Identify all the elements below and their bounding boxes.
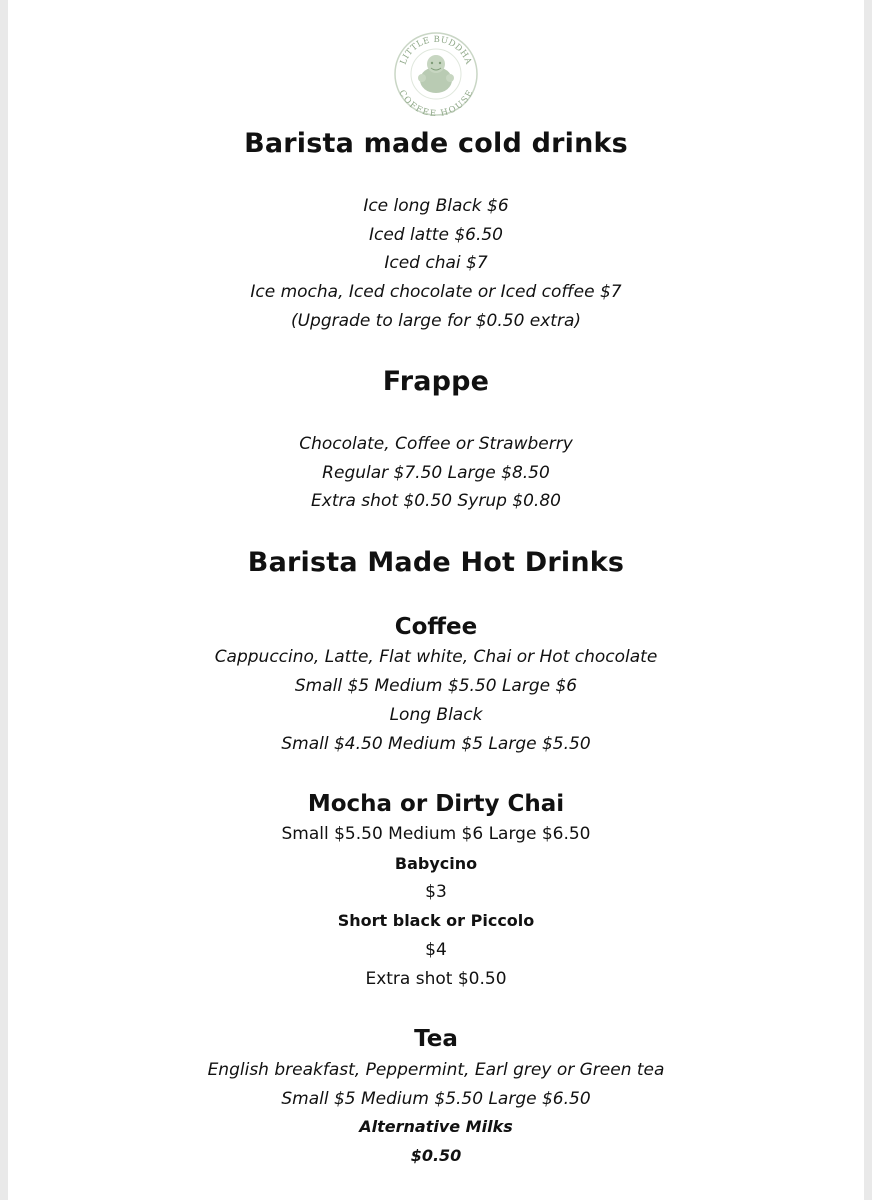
cold-drinks-heading: Barista made cold drinks bbox=[244, 128, 628, 159]
tea-item: English breakfast, Peppermint, Earl grey or Green tea bbox=[207, 1060, 665, 1080]
coffee-heading: Coffee bbox=[394, 614, 478, 640]
logo-top-text: LITTLE BUDDHA bbox=[398, 34, 474, 67]
logo-bottom-text: COFFEE HOUSE bbox=[396, 88, 476, 116]
cold-drink-item: Ice long Black $6 bbox=[363, 196, 509, 216]
alternative-milks-label: Alternative Milks bbox=[359, 1117, 513, 1136]
coffee-item: Small $5 Medium $5.50 Large $6 bbox=[294, 676, 578, 696]
hot-drinks-heading: Barista Made Hot Drinks bbox=[247, 547, 625, 578]
mocha-heading: Mocha or Dirty Chai bbox=[307, 791, 565, 817]
cold-drink-item: Iced latte $6.50 bbox=[368, 225, 504, 245]
short-black-price: $4 bbox=[425, 940, 447, 960]
frappe-item: Regular $7.50 Large $8.50 bbox=[322, 463, 550, 483]
frappe-item: Chocolate, Coffee or Strawberry bbox=[299, 434, 573, 454]
frappe-heading: Frappe bbox=[382, 366, 490, 397]
babycino-label: Babycino bbox=[394, 854, 478, 873]
short-black-label: Short black or Piccolo bbox=[337, 911, 535, 930]
little-buddha-coffee-house-logo bbox=[392, 30, 480, 116]
cold-drink-item: Ice mocha, Iced chocolate or Iced coffee $7 bbox=[250, 282, 622, 302]
coffee-item: Cappuccino, Latte, Flat white, Chai or Hot chocolate bbox=[214, 647, 658, 667]
alternative-milks-price: $0.50 bbox=[410, 1146, 462, 1165]
coffee-item: Long Black bbox=[389, 705, 483, 725]
mocha-prices: Small $5.50 Medium $6 Large $6.50 bbox=[281, 824, 591, 844]
tea-item: Small $5 Medium $5.50 Large $6.50 bbox=[281, 1089, 591, 1109]
coffee-item: Small $4.50 Medium $5 Large $5.50 bbox=[281, 734, 591, 754]
cold-drink-upgrade-note: (Upgrade to large for $0.50 extra) bbox=[290, 311, 582, 331]
babycino-price: $3 bbox=[425, 882, 447, 902]
tea-heading: Tea bbox=[414, 1026, 458, 1052]
cold-drink-item: Iced chai $7 bbox=[384, 253, 488, 273]
frappe-item: Extra shot $0.50 Syrup $0.80 bbox=[311, 491, 561, 511]
menu-page bbox=[8, 0, 864, 1200]
extra-shot: Extra shot $0.50 bbox=[365, 969, 507, 989]
